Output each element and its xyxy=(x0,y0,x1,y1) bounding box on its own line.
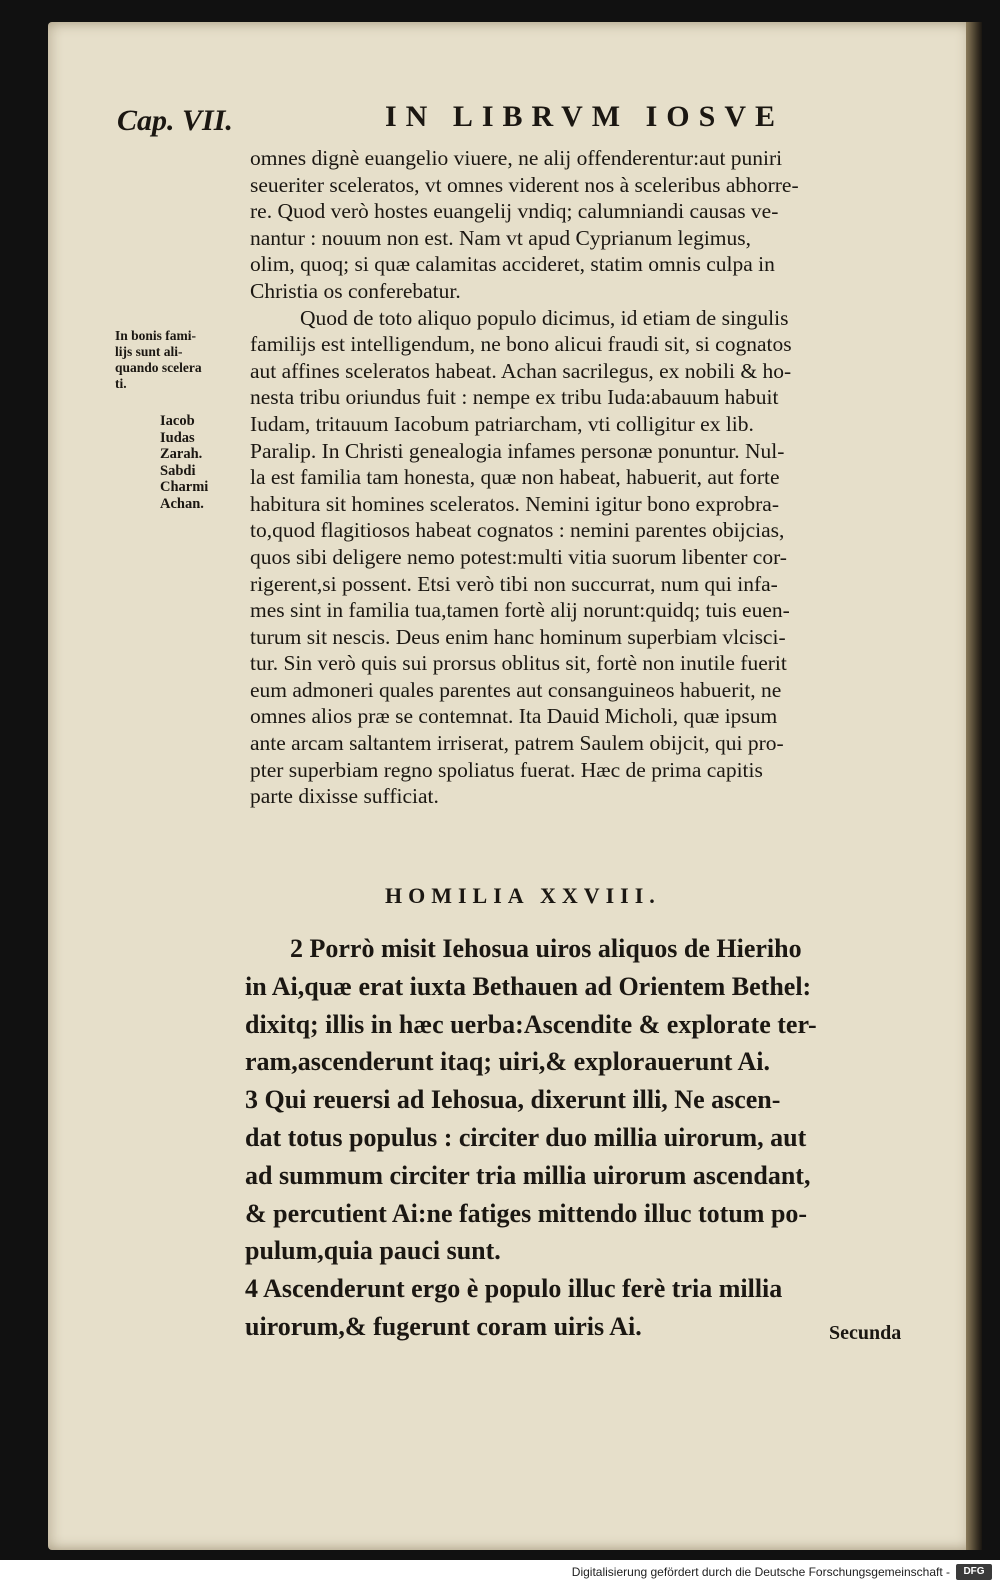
genealogy-name: Zarah. xyxy=(160,446,203,462)
text-line: ante arcam saltantem irriserat, patrem Saulem obijcit, qui pro- xyxy=(250,731,784,756)
genealogy-name: Achan. xyxy=(160,495,204,512)
marginal-note-line: In bonis fami- xyxy=(115,328,197,343)
text-line: tur. Sin verò quis sui prorsus oblitus sit, fortè non inutile fuerit xyxy=(250,651,787,676)
text-line: turum sit nescis. Deus enim hanc hominum superbiam vlcisci- xyxy=(250,624,786,649)
verse-line: 2 Porrò misit Iehosua uiros aliquos de Hieriho xyxy=(290,934,802,963)
running-title: IN LIBRVM IOSVE xyxy=(385,100,784,133)
verse-line: pulum,quia pauci sunt. xyxy=(245,1236,501,1266)
text-line: Quod de toto aliquo populo dicimus, id etiam de singulis xyxy=(300,305,789,330)
text-line: pter superbiam regno spoliatus fuerat. Hæc de prima capitis xyxy=(250,757,763,782)
text-line: familijs est intelligendum, ne bono alicui fraudi sit, si cognatos xyxy=(250,332,792,357)
text-line: to,quod flagitiosos habeat cognatos : nemini parentes obijcias, xyxy=(250,518,785,543)
verse-line: dixitq; illis in hæc uerba:Ascendite & explorate ter- xyxy=(245,1009,817,1039)
genealogy-name: Iudas xyxy=(160,429,195,446)
genealogy-name: Iacob xyxy=(160,413,195,429)
text-line: Iudam, tritauum Iacobum patriarcham, vti colligitur ex lib. xyxy=(250,411,754,436)
text-line: omnes dignè euangelio viuere, ne alij offenderentur:aut puniri xyxy=(250,146,783,170)
text-line: eum admoneri quales parentes aut consanguineos habuerit, ne xyxy=(250,677,782,702)
text-line: quos sibi deligere nemo potest:multi vitia suorum libenter cor- xyxy=(250,544,787,569)
verse-line: dat totus populus : circiter duo millia uirorum, aut xyxy=(245,1122,807,1152)
text-line: parte dixisse sufficiat. xyxy=(250,784,439,809)
text-line: rigerent,si possent. Etsi verò tibi non succurrat, num qui infa- xyxy=(250,571,778,596)
book-gutter xyxy=(966,22,982,1550)
text-line: mes sint in familia tua,tamen fortè alij norunt:quidq; tuis euen- xyxy=(250,598,790,623)
marginal-note-line: quando scelera xyxy=(115,360,202,375)
text-line: Christia os conferebatur. xyxy=(250,278,461,303)
verse-line: ram,ascenderunt itaq; uiri,& explorauerunt Ai. xyxy=(245,1047,771,1077)
verse-line: ad summum circiter tria millia uirorum ascendant, xyxy=(245,1160,811,1190)
text-line: nesta tribu oriundus fuit : nempe ex tribu Iuda:abauum habuit xyxy=(250,385,779,410)
text-line: olim, quoq; si quæ calamitas accideret, statim omnis culpa in xyxy=(250,252,775,277)
verse-line: in Ai,quæ erat iuxta Bethauen ad Orientem Bethel: xyxy=(245,971,812,1001)
verse-line: 4 Ascenderunt ergo è populo illuc ferè tria millia xyxy=(245,1274,783,1304)
funding-notice: Digitalisierung gefördert durch die Deutsche Forschungsgemeinschaft - xyxy=(571,1565,950,1579)
genealogy-list xyxy=(160,413,250,512)
marginal-note xyxy=(115,328,255,392)
dfg-logo: DFG xyxy=(956,1564,992,1580)
text-line: habitura sit homines sceleratos. Nemini igitur bono exprobra- xyxy=(250,491,780,516)
verse-line: 3 Qui reuersi ad Iehosua, dixerunt illi, Ne ascen- xyxy=(245,1085,781,1115)
text-line: omnes alios præ se contemnat. Ita Dauid Micholi, quæ ipsum xyxy=(250,704,778,729)
text-line: Paralip. In Christi genealogia infames personæ ponuntur. Nul- xyxy=(250,438,785,463)
commentary-text xyxy=(250,145,950,810)
text-line: aut affines sceleratos habeat. Achan sacrilegus, ex nobili & ho- xyxy=(250,358,792,383)
chapter-label: Cap. VII. xyxy=(117,104,233,137)
marginal-note-line: ti. xyxy=(115,376,127,391)
text-line: nantur : nouum non est. Nam vt apud Cyprianum legimus, xyxy=(250,225,752,250)
genealogy-name: Charmi xyxy=(160,479,209,495)
genealogy-name: Sabdi xyxy=(160,462,196,479)
text-line: seueriter sceleratos, vt omnes viderent nos à sceleribus abhorre- xyxy=(250,172,799,197)
marginal-note-line: lijs sunt ali- xyxy=(115,344,183,359)
scripture-verses xyxy=(245,930,945,1346)
verse-line: uirorum,& fugerunt coram uiris Ai. xyxy=(245,1311,642,1341)
text-line: re. Quod verò hostes euangelij vndiq; calumniandi causas ve- xyxy=(250,199,779,224)
footer-bar xyxy=(0,1560,1000,1585)
homily-heading: HOMILIA XXVIII. xyxy=(385,883,661,908)
verse-line: & percutient Ai:ne fatiges mittendo illuc totum po- xyxy=(245,1198,808,1228)
catchword: Secunda xyxy=(829,1322,902,1344)
text-line: la est familia tam honesta, quæ non habeat, habuerit, aut forte xyxy=(250,465,780,490)
